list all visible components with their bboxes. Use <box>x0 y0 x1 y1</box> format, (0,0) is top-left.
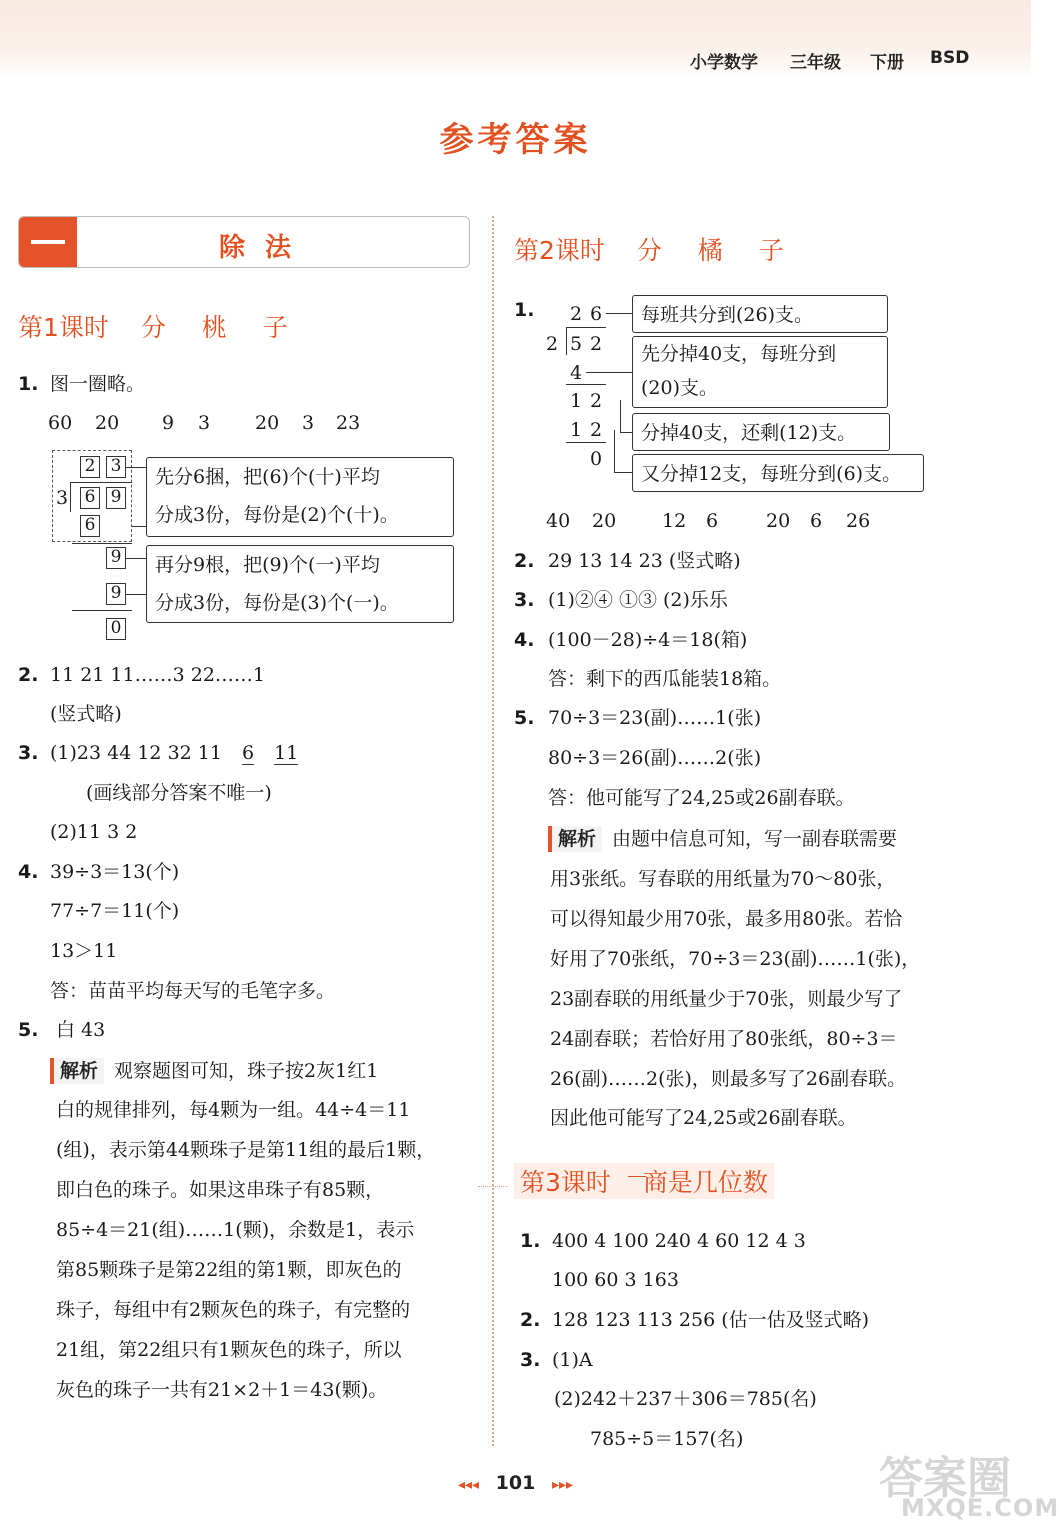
column-divider <box>492 216 494 1446</box>
page-number: 101 <box>495 1472 536 1494</box>
lesson3-name: 商是几位数 <box>642 1168 768 1197</box>
r-q4-line: (100－28)÷4＝18(箱) <box>548 629 748 651</box>
header-edition: BSD <box>930 48 970 68</box>
l-q1-val: 9 <box>162 412 175 434</box>
right-explanation-box-1: 每班共分到(26)支。 <box>632 295 888 333</box>
r-q5-answer: 答：他可能写了24,25或26副春联。 <box>548 787 855 809</box>
l-q5-answer: 白 43 <box>56 1019 106 1041</box>
arrows-left-icon: ◂◂◂ <box>457 1477 480 1493</box>
r-q3-answer: (1)②④ ①③ (2)乐乐 <box>548 589 728 611</box>
subtract-digit: 9 <box>106 583 126 605</box>
watermark-logo: 答案圈 MXQE.COM <box>879 1453 1059 1522</box>
r-q1-val: 20 <box>592 510 617 532</box>
remainder-digit: 9 <box>106 547 126 569</box>
l-q5-number: 5. <box>18 1019 39 1041</box>
r-q1-val: 12 <box>662 510 687 532</box>
l-analysis-line: 灰色的珠子一共有21×2＋1＝43(颗)。 <box>56 1379 388 1401</box>
divisor: 3 <box>56 487 69 509</box>
quotient-digit: 2 <box>570 303 583 325</box>
r-q1-val: 20 <box>766 510 791 532</box>
r-l3-q3-line: 785÷5＝157(名) <box>590 1428 744 1450</box>
r-q1-val: 6 <box>706 510 719 532</box>
header-grade: 三年级 <box>790 53 841 73</box>
r-q1-val: 26 <box>846 510 871 532</box>
r-q2-answer: 29 13 14 23 (竖式略) <box>548 550 741 572</box>
l-q4-line: 13＞11 <box>50 940 118 962</box>
lesson2-label: 第2课时 <box>514 236 605 265</box>
l-q3-note: (画线部分答案不唯一) <box>86 782 272 804</box>
remainder-digit: 0 <box>106 618 126 640</box>
dividend-digit: 2 <box>590 333 603 355</box>
l-q1-number: 1. <box>18 373 39 395</box>
r-l3-q2-answer: 128 123 113 256 (估一估及竖式略) <box>552 1309 870 1331</box>
l-q1-val: 3 <box>302 412 315 434</box>
l-q1-val: 20 <box>95 412 120 434</box>
l-analysis-line: 即白色的珠子。如果这串珠子有85颗， <box>56 1179 385 1201</box>
subtract-digit: 4 <box>570 362 583 384</box>
quotient-digit: 3 <box>106 456 126 478</box>
l-q2-answer: 11 21 11……3 22……1 <box>50 664 266 686</box>
l-q2-note: (竖式略) <box>50 703 122 725</box>
l-q1-val: 60 <box>48 412 73 434</box>
r-l3-q1-line: 100 60 3 163 <box>552 1269 679 1291</box>
l-q1-val: 23 <box>336 412 361 434</box>
page-title: 参考答案 <box>439 120 592 160</box>
l-q3-number: 3. <box>18 742 39 764</box>
right-explanation-box-3: 分掉40支，还剩(12)支。 <box>632 413 890 451</box>
lesson2-name: 分 橘 子 <box>636 236 798 265</box>
r-q5-line: 80÷3＝26(副)……2(张) <box>548 747 762 769</box>
l-q3-answer: (1)23 44 12 32 11 6 11 <box>50 742 299 764</box>
left-explanation-box-1: 先分6捆，把(6)个(十)平均 分成3份，每份是(2)个(十)。 <box>146 457 454 537</box>
lesson1-name: 分 桃 子 <box>140 313 302 342</box>
quotient-digit: 2 <box>80 456 100 478</box>
r-analysis-line: 26(副)……2(张)，则最多写了26副春联。 <box>550 1068 907 1090</box>
r-analysis-line: 可以得知最少用70张，最多用80张。若恰 <box>550 908 903 930</box>
r-analysis-line: 解析 由题中信息可知，写一副春联需要 <box>548 826 897 852</box>
dividend-digit: 5 <box>570 333 583 355</box>
r-q4-answer: 答：剩下的西瓜能装18箱。 <box>548 668 782 690</box>
header-subject: 小学数学 <box>690 53 758 73</box>
r-l3-q1-line: 400 4 100 240 4 60 12 4 3 <box>552 1230 806 1252</box>
right-explanation-box-2: 先分掉40支，每班分到 (20)支。 <box>632 336 888 408</box>
r-q3-number: 3. <box>514 589 535 611</box>
analysis-tag: 解析 <box>548 826 602 852</box>
lesson1-label: 第1课时 <box>18 313 109 342</box>
quotient-digit: 6 <box>590 303 603 325</box>
r-analysis-line: 用3张纸。写春联的用纸量为70～80张， <box>550 868 896 890</box>
r-q5-number: 5. <box>514 707 535 729</box>
right-explanation-box-4: 又分掉12支，每班分到(6)支。 <box>632 454 924 492</box>
subtract-digit: 2 <box>590 419 603 441</box>
remainder-digit: 1 <box>570 390 583 412</box>
r-q5-line: 70÷3＝23(副)……1(张) <box>548 707 762 729</box>
l-q4-answer: 答：苗苗平均每天写的毛笔字多。 <box>50 980 336 1002</box>
r-analysis-line: 24副春联；若恰好用了80张纸，80÷3＝ <box>550 1028 898 1050</box>
dividend-digit: 6 <box>80 487 100 509</box>
l-analysis-line: 21组，第22组只有1颗灰色的珠子，所以 <box>56 1339 402 1361</box>
r-q1-val: 6 <box>810 510 823 532</box>
r-l3-q3-line: (1)A <box>552 1349 593 1371</box>
l-q4-line: 39÷3＝13(个) <box>50 861 180 883</box>
l-q4-number: 4. <box>18 861 39 883</box>
l-analysis-line: 85÷4＝21(组)……1(颗)，余数是1，表示 <box>56 1219 415 1241</box>
r-analysis-line: 23副春联的用纸量少于70张，则最少写了 <box>550 988 903 1010</box>
r-l3-q3-line: (2)242＋237＋306＝785(名) <box>554 1388 817 1410</box>
analysis-tag: 解析 <box>50 1058 104 1084</box>
dividend-digit: 9 <box>106 487 126 509</box>
l-q2-number: 2. <box>18 664 39 686</box>
r-q4-number: 4. <box>514 629 535 651</box>
chapter-header <box>18 216 470 268</box>
lesson3-heading <box>514 1163 774 1199</box>
divisor: 2 <box>546 333 559 355</box>
l-analysis-line: 珠子，每组中有2颗灰色的珠子，有完整的 <box>56 1299 411 1321</box>
underlined-answer: 6 <box>242 742 255 764</box>
header-volume: 下册 <box>870 53 904 73</box>
l-q1-val: 20 <box>255 412 280 434</box>
lesson1-heading <box>18 308 302 344</box>
r-analysis-line: 好用了70张纸，70÷3＝23(副)……1(张)， <box>550 948 921 970</box>
l-q4-line: 77÷7＝11(个) <box>50 900 180 922</box>
lesson2-heading <box>514 231 798 267</box>
final-remainder: 0 <box>590 448 603 470</box>
subtract-digit: 6 <box>80 515 100 537</box>
r-l3-q2-number: 2. <box>520 1309 541 1331</box>
l-analysis-line: 第85颗珠子是第22组的第1颗，即灰色的 <box>56 1259 402 1281</box>
chapter-number-badge <box>19 217 77 267</box>
lesson3-label: 第3课时 <box>520 1168 611 1197</box>
subtract-digit: 1 <box>570 419 583 441</box>
underlined-answer: 11 <box>274 742 299 764</box>
l-analysis-line: 白的规律排列，每4颗为一组。44÷4＝11 <box>56 1099 411 1121</box>
r-analysis-line: 因此他可能写了24,25或26副春联。 <box>550 1107 857 1129</box>
remainder-digit: 2 <box>590 390 603 412</box>
l-q1-val: 3 <box>198 412 211 434</box>
r-q2-number: 2. <box>514 550 535 572</box>
l-analysis-line: (组)，表示第44颗珠子是第11组的最后1颗， <box>56 1139 436 1161</box>
l-q1-text: 图一圈略。 <box>50 373 146 395</box>
l-analysis-line: 解析 观察题图可知，珠子按2灰1红1 <box>50 1058 378 1084</box>
left-explanation-box-2: 再分9根，把(9)个(一)平均 分成3份，每份是(3)个(一)。 <box>146 545 454 623</box>
r-l3-q3-number: 3. <box>520 1349 541 1371</box>
l-q3-part2: (2)11 3 2 <box>50 821 138 843</box>
r-l3-q1-number: 1. <box>520 1230 541 1252</box>
r-q1-number: 1. <box>514 299 535 321</box>
chapter-title: 除法 <box>219 233 312 263</box>
arrows-right-icon: ▸▸▸ <box>551 1477 574 1493</box>
r-q1-val: 40 <box>546 510 571 532</box>
